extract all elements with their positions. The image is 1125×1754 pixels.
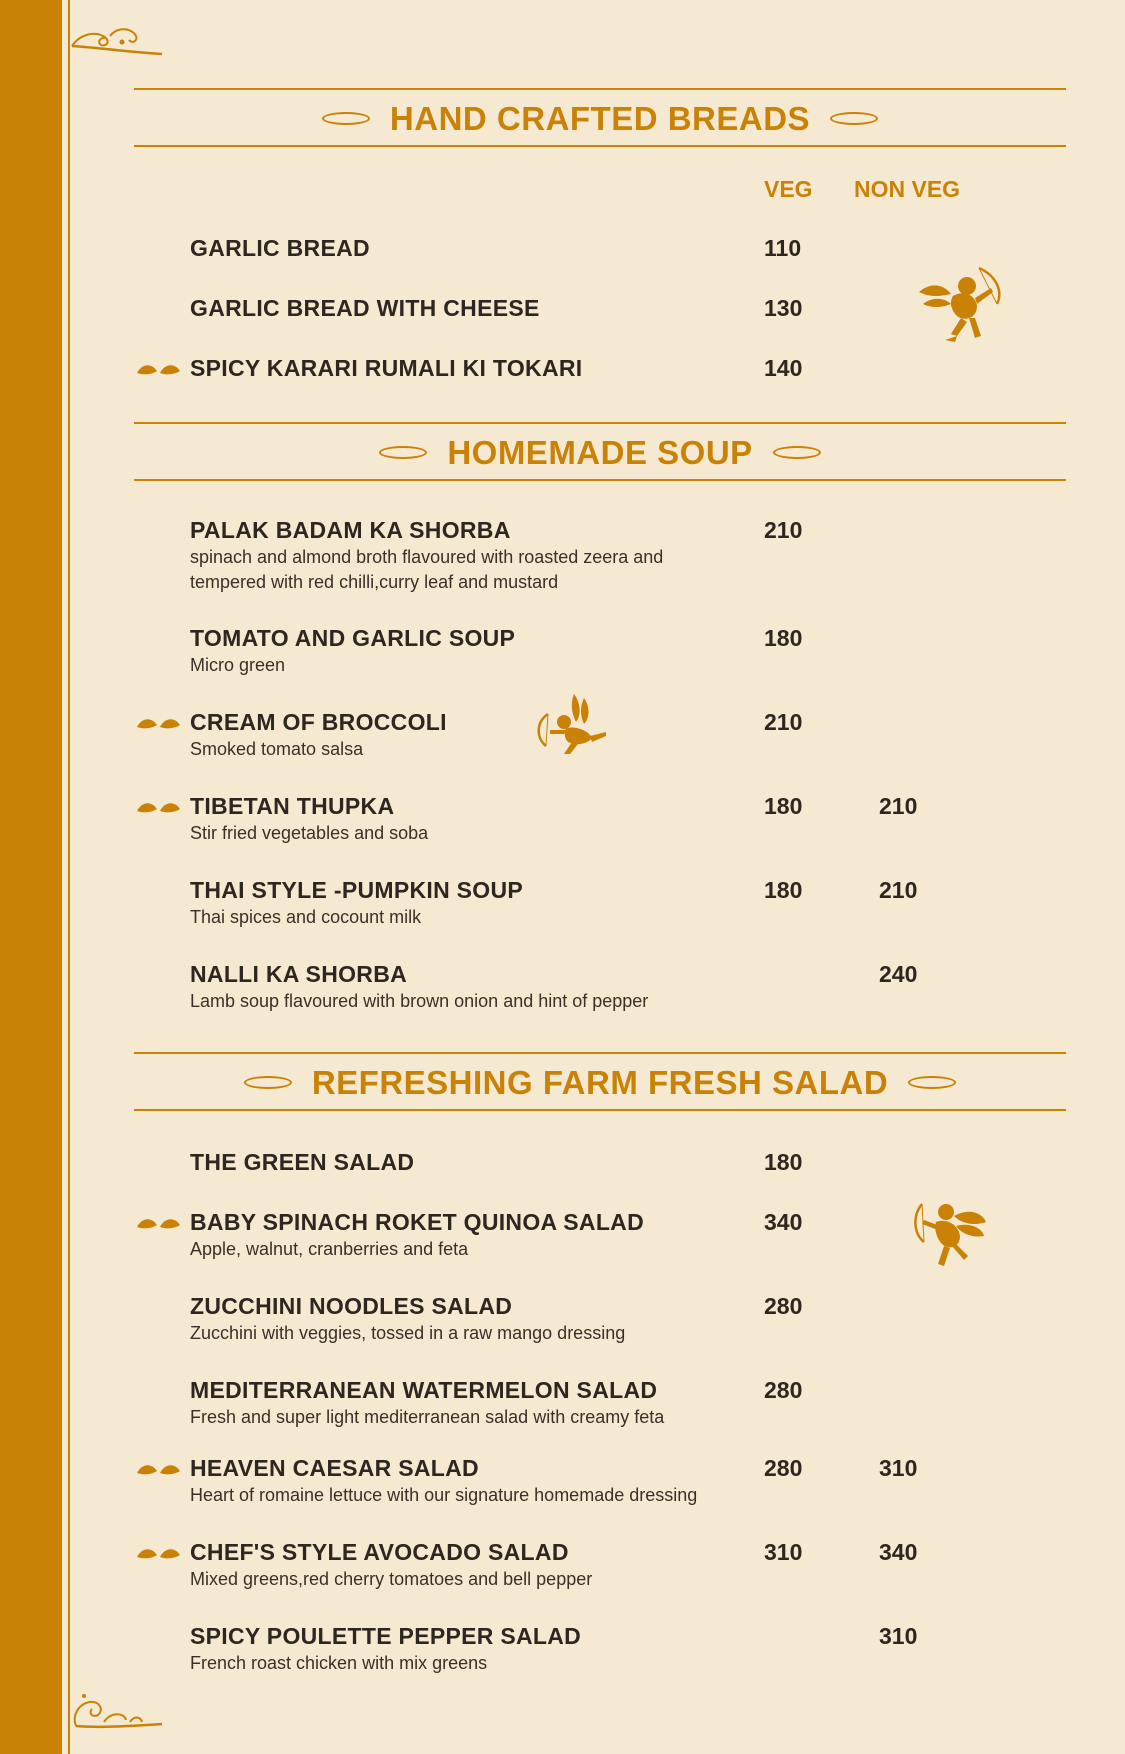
oval-ornament: [773, 446, 821, 459]
item-name: CREAM OF BROCCOLI: [190, 709, 447, 735]
leaf-icon: [136, 799, 182, 815]
item-price-non-veg: 310: [879, 1623, 918, 1649]
item-description: Smoked tomato salsa: [190, 739, 364, 759]
flourish-icon: [70, 1686, 166, 1734]
item-price-veg: 210: [764, 709, 803, 735]
item-price-veg: 180: [764, 625, 803, 651]
item-price-veg: 180: [764, 877, 803, 903]
item-price-veg: 180: [764, 793, 803, 819]
oval-ornament: [322, 112, 370, 125]
item-name: THAI STYLE -PUMPKIN SOUP: [190, 877, 524, 903]
menu-item: [190, 1293, 1030, 1345]
item-price-veg: 280: [764, 1293, 803, 1319]
menu-item: [190, 355, 1030, 382]
item-description: Heart of romaine lettuce with our signature homemade dressing: [190, 1485, 698, 1505]
section-title: HAND CRAFTED BREADS: [389, 100, 811, 137]
section-title: REFRESHING FARM FRESH SALAD: [311, 1064, 889, 1101]
leaf-icon: [136, 1461, 182, 1477]
item-description: Micro green: [190, 655, 286, 675]
item-description: Lamb soup flavoured with brown onion and hint of pepper: [190, 991, 649, 1011]
oval-ornament: [379, 446, 427, 459]
item-name: PALAK BADAM KA SHORBA: [190, 517, 511, 543]
menu-item: [190, 295, 1030, 322]
item-name: ZUCCHINI NOODLES SALAD: [190, 1293, 513, 1319]
item-price-veg: 110: [764, 235, 802, 261]
item-name: SPICY POULETTE PEPPER SALAD: [190, 1623, 582, 1649]
item-name: THE GREEN SALAD: [190, 1149, 415, 1175]
item-price-veg: 180: [764, 1149, 803, 1175]
left-border-bar: [0, 0, 62, 1754]
left-border-line: [68, 0, 70, 1754]
item-price-non-veg: 240: [879, 961, 918, 987]
section-title: HOMEMADE SOUP: [447, 434, 753, 471]
item-description: Fresh and super light mediterranean salad with creamy feta: [190, 1407, 665, 1427]
cupid-icon: [914, 1198, 990, 1274]
menu-item: [190, 709, 1030, 761]
item-price-veg: 280: [764, 1377, 803, 1403]
item-description: Stir fried vegetables and soba: [190, 823, 429, 843]
item-name: MEDITERRANEAN WATERMELON SALAD: [190, 1377, 658, 1403]
item-name: CHEF'S STYLE AVOCADO SALAD: [190, 1539, 569, 1565]
cupid-icon: [917, 264, 1007, 348]
cupid-icon: [534, 692, 610, 756]
oval-ornament: [830, 112, 878, 125]
item-price-veg: 140: [764, 355, 803, 381]
item-price-non-veg: 210: [879, 877, 918, 903]
item-description: spinach and almond broth flavoured with roasted zeera and: [190, 547, 664, 567]
item-description: tempered with red chilli,curry leaf and mustard: [190, 572, 559, 592]
item-price-non-veg: 310: [879, 1455, 918, 1481]
item-description: French roast chicken with mix greens: [190, 1653, 488, 1673]
item-name: NALLI KA SHORBA: [190, 961, 408, 987]
item-price-veg: 210: [764, 517, 803, 543]
item-name: TIBETAN THUPKA: [190, 793, 395, 819]
item-price-veg: 340: [764, 1209, 803, 1235]
item-price-veg: 310: [764, 1539, 803, 1565]
menu-item: [190, 625, 1030, 677]
menu-item: [190, 793, 1030, 845]
leaf-icon: [136, 715, 182, 731]
item-description: Thai spices and cocount milk: [190, 907, 422, 927]
item-price-non-veg: 210: [879, 793, 918, 819]
item-name: GARLIC BREAD WITH CHEESE: [190, 295, 540, 321]
menu-item: [190, 1377, 1030, 1429]
column-header-veg: VEG: [764, 176, 813, 202]
flourish-icon: [70, 16, 166, 58]
item-name: GARLIC BREAD: [190, 235, 370, 261]
column-header-non-veg: NON VEG: [854, 176, 961, 202]
menu-item: [190, 1149, 1030, 1176]
oval-ornament: [244, 1076, 292, 1089]
item-description: Zucchini with veggies, tossed in a raw mango dressing: [190, 1323, 626, 1343]
menu-item: [190, 961, 1030, 1013]
item-name: SPICY KARARI RUMALI KI TOKARI: [190, 355, 583, 381]
oval-ornament: [908, 1076, 956, 1089]
menu-item: [190, 1539, 1030, 1591]
menu-item: [190, 517, 1030, 594]
item-name: BABY SPINACH ROKET QUINOA SALAD: [190, 1209, 644, 1235]
menu-item: [190, 877, 1030, 929]
leaf-icon: [136, 361, 182, 377]
leaf-icon: [136, 1545, 182, 1561]
menu-item: [190, 1455, 1030, 1507]
item-description: Apple, walnut, cranberries and feta: [190, 1239, 469, 1259]
menu-item: [190, 1623, 1030, 1675]
item-name: HEAVEN CAESAR SALAD: [190, 1455, 479, 1481]
item-description: Mixed greens,red cherry tomatoes and bell pepper: [190, 1569, 593, 1589]
menu-item: [190, 235, 1030, 262]
item-price-veg: 280: [764, 1455, 803, 1481]
item-price-non-veg: 340: [879, 1539, 918, 1565]
leaf-icon: [136, 1215, 182, 1231]
item-name: TOMATO AND GARLIC SOUP: [190, 625, 516, 651]
menu-item: [190, 1209, 1030, 1261]
item-price-veg: 130: [764, 295, 803, 321]
